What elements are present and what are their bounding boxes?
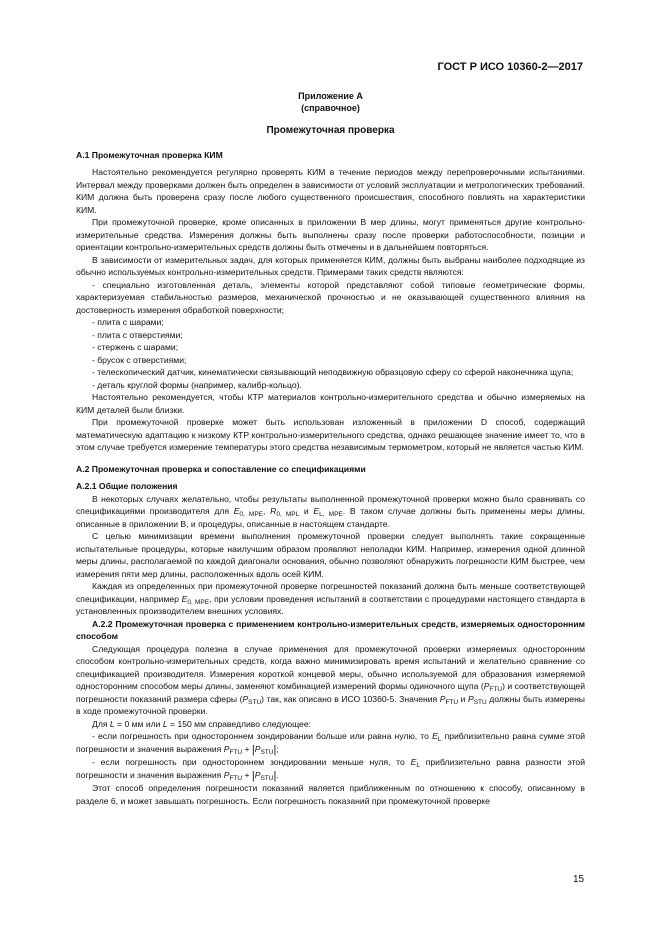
list-item: - специально изготовленная деталь, элементы которой представляют собой типовые геометрические формы, характеризуемая стабильностью размеров, механической прочностью и не оказывающей существенного влияния на достоверность измерения обработкой поверхности; — [76, 279, 585, 315]
appendix-title: Промежуточная проверка — [266, 125, 395, 136]
page-content — [76, 90, 585, 807]
list-item: - плита с отверстиями; — [92, 329, 183, 340]
list-item: - брусок с отверстиями; — [92, 354, 187, 365]
document-header-id: ГОСТ Р ИСО 10360-2—2017 — [437, 61, 583, 73]
list-item: - если погрешность при одностороннем зондировании больше или равна нулю, то $E_L$ приблизительно равна сумме этой погрешности и значения выражения $P_{FTU} + |P_{STU}|$; — [76, 731, 586, 756]
section-heading-a1: А.1 Промежуточная проверка КИМ — [76, 149, 223, 160]
subsection-heading-a22: А.2.2 Промежуточная проверка с применением контрольно-измерительных средств, измеряемых односторонним способом — [76, 618, 585, 641]
paragraph: Следующая процедура полезна в случае применения для промежуточной проверки измеряемых односторонним способом контрольно-измерительных средств, когда важно минимизировать время испытаний и желательно сравнение со спецификацией производителя. Измерения короткой концевой меры, обычно используемой для образования измеряемой односторонним способом меры длины, заменяют комбинацией измерений формы одиночного щупа $(P_{FTU})$ и соответствующей погрешности показаний размера сферы $(P_{STU})$ так, как описано в ИСО 10360-5. Значения $P_{FTU}$ и $P_{STU}$ должны быть измерены в ходе промежуточной проверки. — [76, 643, 585, 716]
subsection-heading-a21: А.2.1 Общие положения — [76, 481, 178, 491]
list-item: - плита с шарами; — [92, 317, 164, 327]
paragraph: Настоятельно рекомендуется, чтобы КТР материалов контрольно-измерительного средства и обычно измеряемых на КИМ деталей были близки. — [76, 392, 585, 415]
list-item: - телескопический датчик, кинематически связывающий неподвижную образцовую сферу со сферой наконечника щупа; — [92, 367, 574, 377]
appendix-label: Приложение А — [298, 91, 363, 101]
paragraph: Настоятельно рекомендуется регулярно проверять КИМ в течение периодов между перепроверочными испытаниями. Интервал между проверками должен быть определен в зависимости от условий эксплуатации и метрологических требований. КИМ должна быть проверена сразу после любого существенного происшествия, способного повлиять на характеристики КИМ. — [76, 167, 585, 215]
paragraph: При промежуточной проверке, кроме описанных в приложении В мер длины, могут применяться другие контрольно-измерительные средства. Измерения должны быть выполнены сразу после проверки работоспособности, позиции и ориентации контрольно-измерительных средств должны быть отмечены и в дальнейшем повторяться. — [76, 217, 585, 252]
paragraph: С целью минимизации времени выполнения промежуточной проверки следует выполнять такие сокращенные испытательные процедуры, которые наилучшим образом проявляют неполадки КИМ. Например, измерения одной длинной меры длины, располагаемой по каждой диагонали основания, обычно позволяют обнаружить погрешности КИМ быстрее, чем измерения пяти мер длины, расположенных вдоль осей КИМ. — [76, 531, 585, 579]
paragraph: При промежуточной проверке может быть использован изложенный в приложении D способ, содержащий математическую адаптацию к низкому КТР контрольно-измерительного средства, однако решающее значение имеет то, что в этом случае требуется измерение температуры этого средства независимым термометром, который не является частью КИМ. — [76, 417, 585, 452]
paragraph: Каждая из определенных при промежуточной проверке погрешностей показаний должна быть меньше соответствующей спецификации, например $E_{0, MPE}$, при условии проведения испытаний в соответствии с процедурами настоящего стандарта в установленных производителем внешних условиях. — [76, 581, 586, 616]
page-number: 15 — [573, 874, 585, 885]
list-item: - если погрешность при одностороннем зондировании меньше нуля, то $E_L$ приблизительно равна разности этой погрешности и значения выражения $P_{FTU} + |P_{STU}|$. — [76, 757, 585, 782]
appendix-kind: (справочное) — [301, 103, 360, 113]
paragraph: В зависимости от измерительных задач, для которых применяется КИМ, должны быть выбраны наиболее подходящие из обычно используемых контрольно-измерительных средств. Примерами таких средств являются: — [76, 254, 585, 277]
paragraph: Этот способ определения погрешности показаний является приближенным по отношению к способу, описанному в разделе 6, и может завышать погрешность. Если погрешность показаний при промежуточной проверке — [76, 783, 585, 806]
paragraph: В некоторых случаях желательно, чтобы результаты выполненной промежуточной проверки можно было сравнивать со спецификациями производителя для $E_{0, MPE}$, $R_{0, MPL}$ и $E_{L, MPE}$. В таком случае должны быть применены меры длины, описанные в приложении В, и процедуры, описанные в настоящем стандарте. — [76, 493, 586, 529]
section-heading-a2: А.2 Промежуточная проверка и сопоставление со спецификациями — [76, 463, 366, 474]
paragraph: Для L = 0 мм или L = 150 мм справедливо следующее: — [92, 718, 311, 729]
list-item: - деталь круглой формы (например, калибр-кольцо). — [92, 379, 302, 390]
list-item: - стержень с шарами; — [92, 342, 179, 352]
